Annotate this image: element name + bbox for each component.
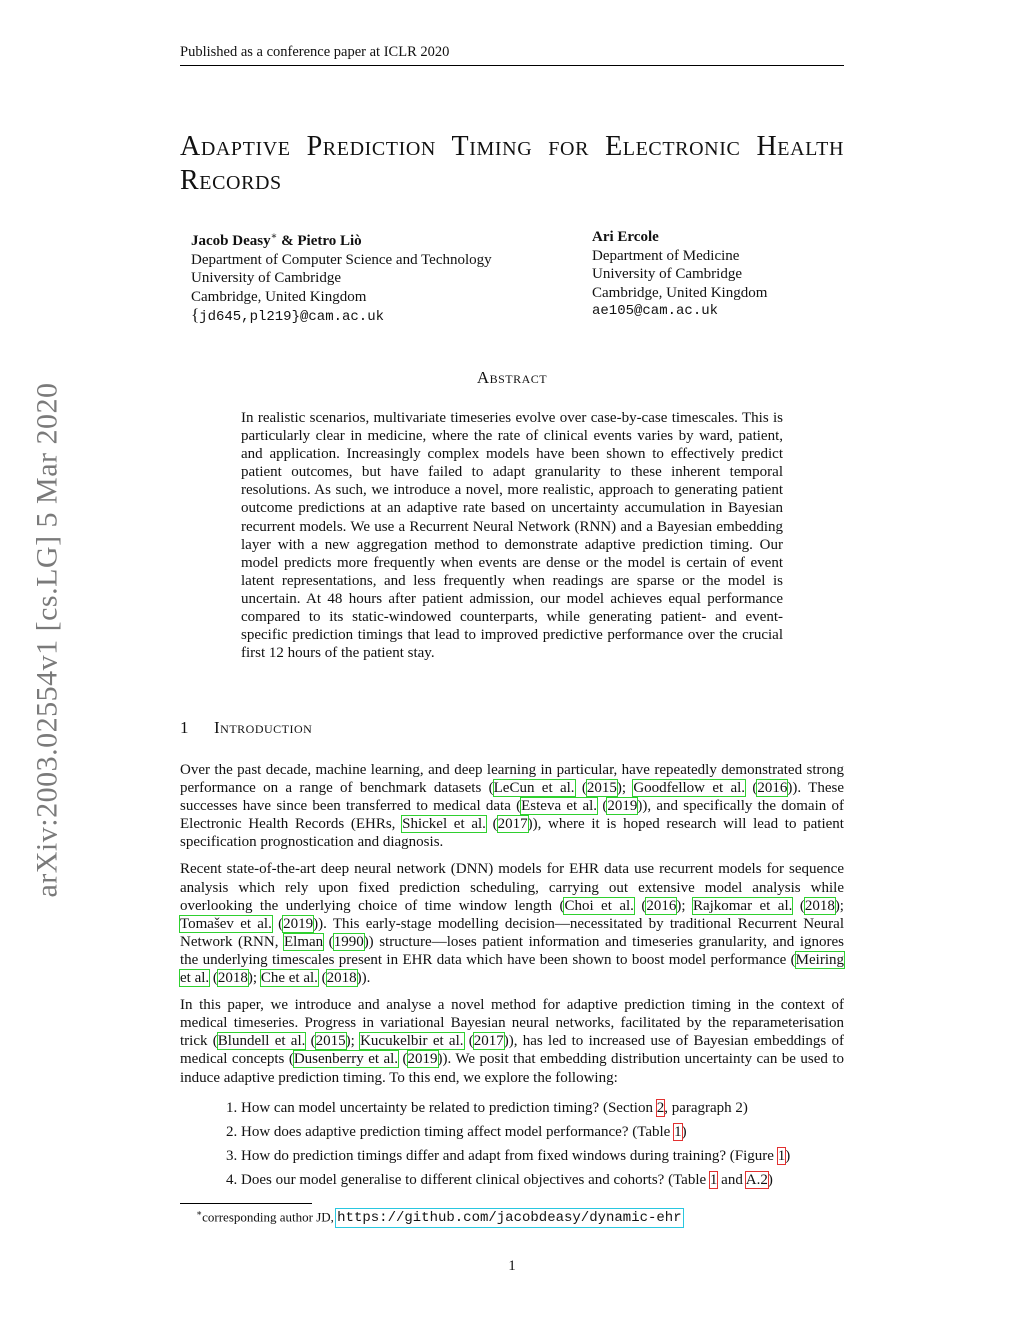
- citation-link[interactable]: 2019: [407, 1051, 438, 1068]
- section-ref-link[interactable]: 2: [656, 1099, 665, 1116]
- section-title: Introduction: [214, 718, 313, 737]
- table-ref-link[interactable]: 1: [709, 1171, 718, 1188]
- author-email: {jd645,pl219}@cam.ac.uk: [191, 305, 385, 325]
- author-block-1: [191, 228, 571, 327]
- footnote: ∗corresponding author JD, https://github.com/jacobdeasy/dynamic-ehr: [196, 1208, 682, 1227]
- citation-link[interactable]: Kucukelbir et al.: [360, 1033, 464, 1050]
- citation-link[interactable]: 2018: [217, 970, 248, 987]
- citation-link[interactable]: Goodfellow et al.: [633, 780, 746, 797]
- citation-link[interactable]: 1990: [333, 933, 364, 950]
- citation-link[interactable]: 2017: [473, 1033, 504, 1050]
- author-university: University of Cambridge: [191, 270, 341, 286]
- author-department: Department of Computer Science and Technology: [191, 251, 492, 268]
- list-item: 3. How do prediction timings differ and adapt from fixed windows during training? (Figure 1): [241, 1147, 844, 1165]
- citation-link[interactable]: Meiring et al.: [180, 951, 844, 987]
- citation-link[interactable]: 2019: [607, 798, 638, 815]
- citation-link[interactable]: Shickel et al.: [402, 816, 486, 833]
- abstract-heading: Abstract: [476, 368, 548, 387]
- paper-title: Adaptive Prediction Timing for Electronic Health Records: [180, 131, 844, 196]
- citation-link[interactable]: Tomašev et al.: [180, 915, 272, 932]
- author-name: Ari Ercole: [592, 229, 659, 245]
- body-text: [180, 761, 844, 1195]
- author-university: University of Cambridge: [592, 266, 742, 282]
- citation-link[interactable]: LeCun et al.: [493, 780, 575, 797]
- author-email: ae105@cam.ac.uk: [592, 303, 719, 319]
- list-item: 4. Does our model generalise to different clinical objectives and cohorts? (Table 1 and A.2): [241, 1171, 844, 1189]
- author-names: Jacob Deasy∗ & Pietro Liò: [191, 231, 362, 249]
- citation-link[interactable]: 2016: [757, 780, 788, 797]
- page-number: 1: [508, 1258, 516, 1274]
- citation-link[interactable]: Elman: [283, 933, 324, 950]
- citation-link[interactable]: Dusenberry et al.: [293, 1051, 399, 1068]
- running-header: Published as a conference paper at ICLR 2020: [180, 44, 844, 66]
- author-department: Department of Medicine: [592, 247, 740, 264]
- citation-link[interactable]: 2015: [315, 1033, 346, 1050]
- figure-ref-link[interactable]: 1: [777, 1147, 786, 1164]
- author-location: Cambridge, United Kingdom: [592, 284, 768, 301]
- appendix-ref-link[interactable]: A.2: [745, 1171, 768, 1188]
- arxiv-identifier: arXiv:2003.02554v1 [cs.LG] 5 Mar 2020: [31, 382, 64, 898]
- citation-link[interactable]: 2018: [326, 970, 357, 987]
- list-item: 1. How can model uncertainty be related to prediction timing? (Section 2, paragraph 2): [241, 1099, 844, 1117]
- citation-link[interactable]: Choi et al.: [564, 897, 634, 914]
- citation-link[interactable]: Rajkomar et al.: [692, 897, 793, 914]
- section-heading: [180, 718, 844, 738]
- paragraph-3: In this paper, we introduce and analyse a novel method for adaptive prediction timing in the context of medical timeseries. Progress in variational Bayesian neural networks, facilitated by the reparameterisation trick (Blundell et al. (2015); Kucukelbir et al. (2017)), has led to increased use of Bayesian embeddings of medical concepts (Dusenberry et al. (2019)). We posit that embedding distribution uncertainty can be used to induce adaptive prediction timing. To this end, we explore the following:: [180, 997, 844, 1086]
- list-item: 2. How does adaptive prediction timing affect model performance? (Table 1): [241, 1123, 844, 1141]
- author-location: Cambridge, United Kingdom: [191, 288, 367, 305]
- paragraph-1: Over the past decade, machine learning, and deep learning in particular, have repeatedly demonstrated strong performance on a range of benchmark datasets (LeCun et al. (2015); Goodfellow et al. (2016)). These successes have since been transferred to medical data (Esteva et al. (2019)), and specifically the domain of Electronic Health Records (EHRs, Shickel et al. (2017)), where it is hoped research will lead to patient specification prognostication and diagnosis.: [180, 762, 844, 851]
- citation-link[interactable]: Esteva et al.: [521, 798, 598, 815]
- abstract-text: In realistic scenarios, multivariate timeseries evolve over case-by-case timescales. This is particularly clear in medicine, where the rate of clinical events varies by ward, patient, and application. Increasingly complex models have been shown to effectively predict patient outcomes, but have failed to adapt granularity to these inherent temporal resolutions. As such, we introduce a novel, more realistic, approach to generating patient outcome predictions at an adaptive rate based on uncertainty accumulation in Bayesian recurrent models. We use a Recurrent Neural Network (RNN) and a Bayesian embedding layer with a new aggregation method to demonstrate adaptive prediction timing. Our model predicts more frequently when events are dense or the model is certain of event latent representations, and less frequently when readings are sparse or the model is uncertain. At 48 hours after patient admission, our model achieves equal performance compared to its static-windowed counterparts, while generating patient- and event-specific prediction timings that lead to improved predictive performance over the crucial first 12 hours of the patient stay.: [241, 410, 783, 662]
- citation-link[interactable]: 2017: [497, 816, 528, 833]
- citation-link[interactable]: 2018: [804, 897, 835, 914]
- author-block-2: [592, 228, 852, 321]
- table-ref-link[interactable]: 1: [674, 1123, 682, 1140]
- citation-link[interactable]: 2015: [586, 780, 617, 797]
- footnote-rule: [180, 1203, 312, 1204]
- research-questions-list: [180, 1099, 844, 1189]
- arxiv-side-label: [24, 355, 72, 925]
- section-number: 1: [180, 718, 189, 737]
- citation-link[interactable]: 2016: [646, 897, 677, 914]
- paragraph-2: Recent state-of-the-art deep neural network (DNN) models for EHR data use recurrent models for sequence analysis which rely upon fixed prediction scheduling, carrying out extensive model analysis while overlooking the underlying choice of time window length (Choi et al. (2016); Rajkomar et al. (2018); Tomašev et al. (2019)). This early-stage modelling decision—necessitated by traditional Recurrent Neural Network (RNN, Elman (1990)) structure—loses patient information and timeseries granularity, and ignores the underlying timescales present in EHR data which have been shown to boost model performance (Meiring et al. (2018); Che et al. (2018)).: [180, 861, 844, 987]
- github-url-link[interactable]: https://github.com/jacobdeasy/dynamic-ehr: [337, 1210, 682, 1227]
- citation-link[interactable]: Che et al.: [260, 970, 318, 987]
- citation-link[interactable]: Blundell et al.: [217, 1033, 306, 1050]
- citation-link[interactable]: 2019: [283, 915, 314, 932]
